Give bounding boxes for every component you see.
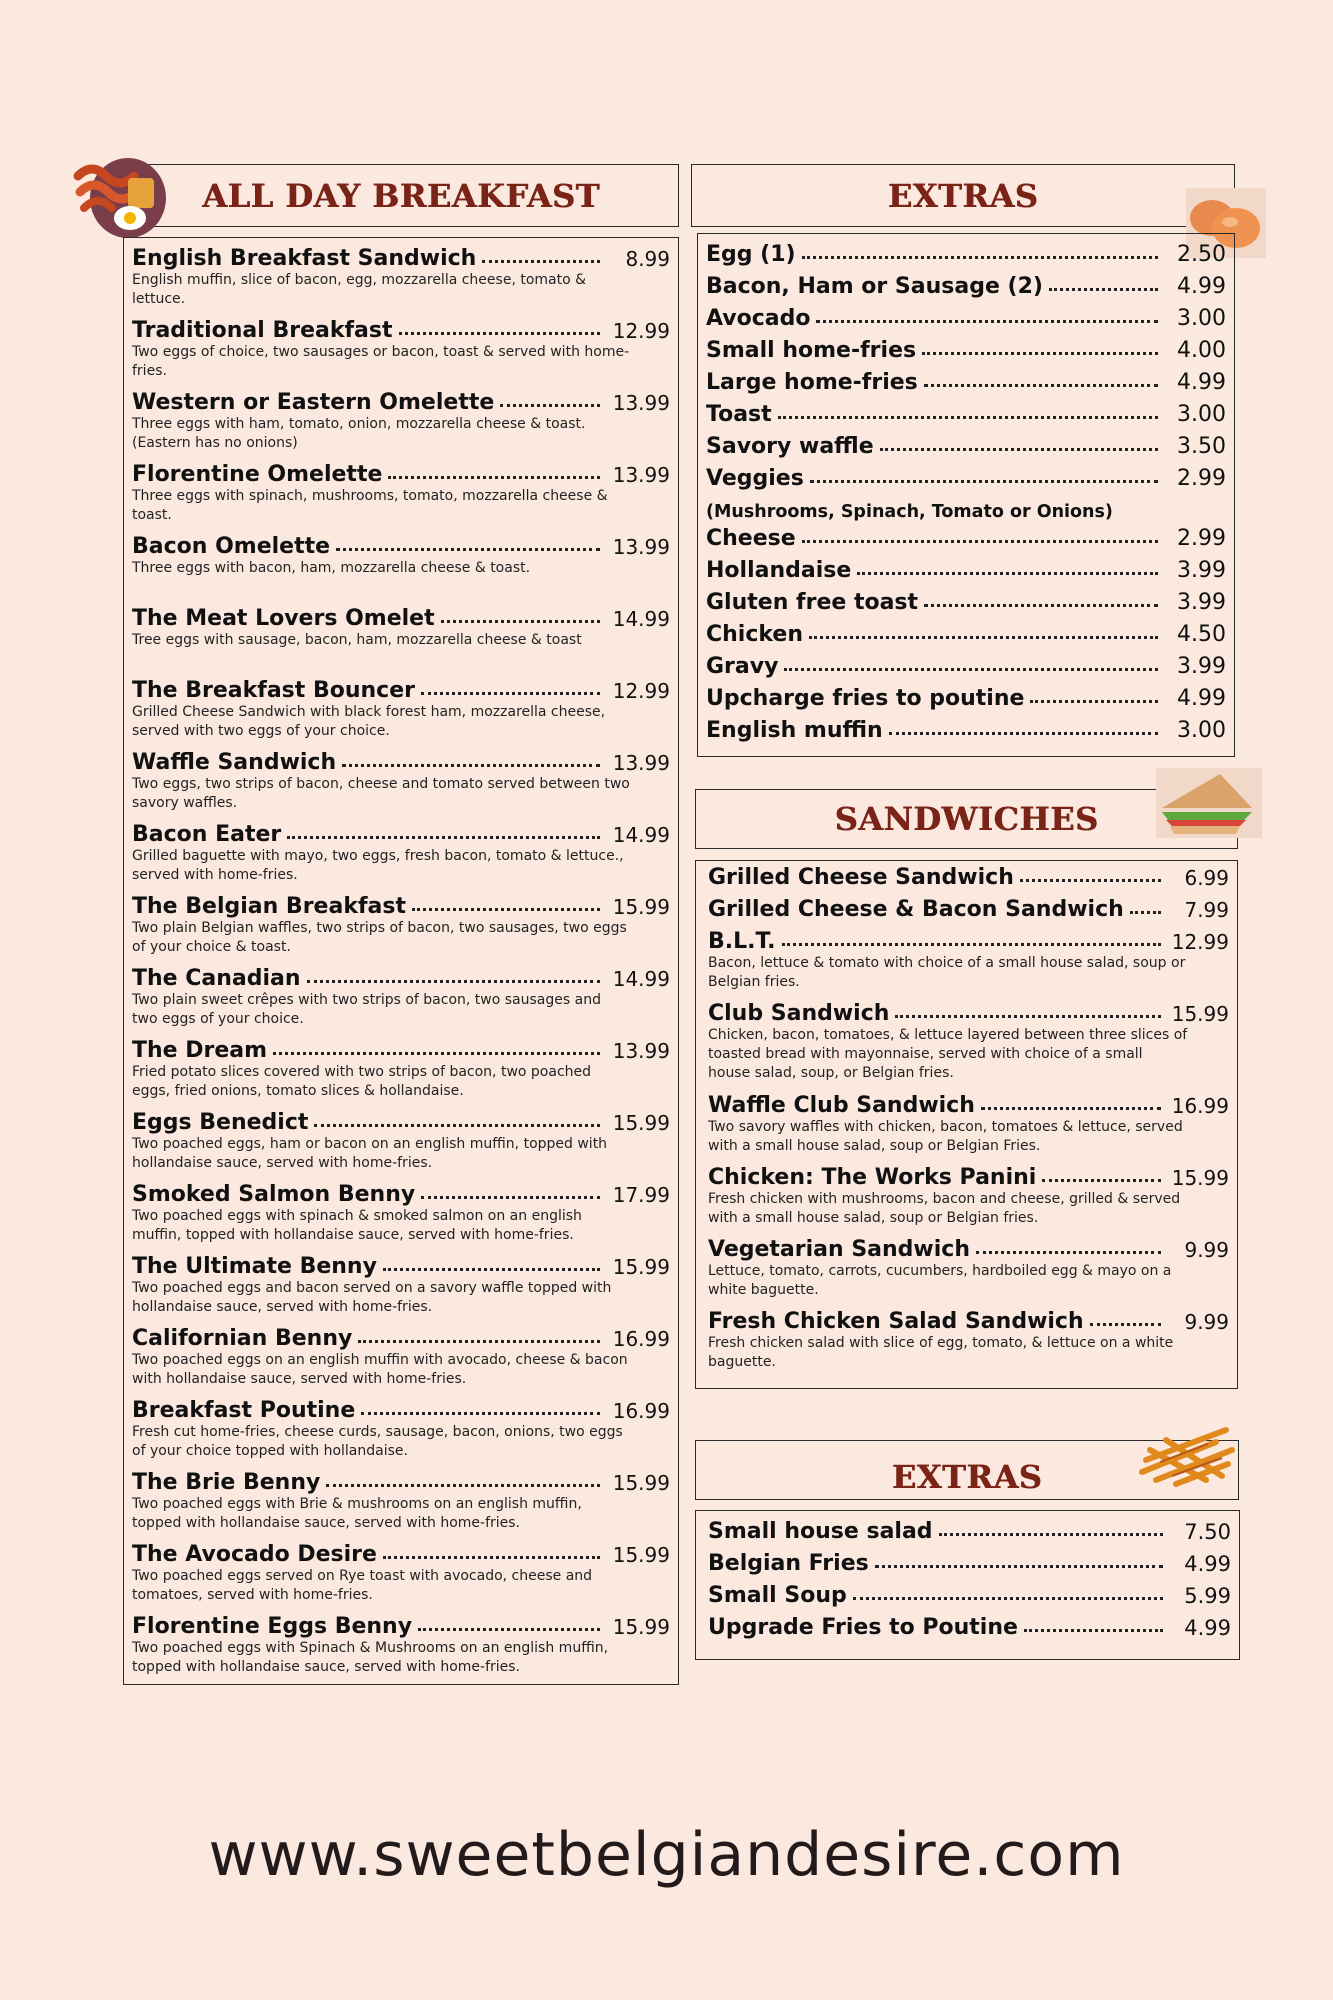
breakfast-menu-line — [132, 1470, 670, 1495]
breakfast-menu-price: 12.99 — [612, 319, 670, 343]
side-extra-price: 4.99 — [1184, 1616, 1231, 1640]
dot-leader — [782, 943, 1161, 946]
breakfast-menu-name: The Canadian — [132, 966, 301, 991]
dot-leader — [784, 668, 1158, 671]
extra-price: 4.99 — [1177, 370, 1226, 395]
breakfast-menu-description: Two poached eggs with Spinach & Mushrooms on an english muffin, topped with hollandaise sauce, served with home-fries. — [132, 1640, 609, 1675]
breakfast-list — [124, 238, 678, 1686]
breakfast-panel — [123, 237, 679, 1685]
dot-leader — [802, 256, 1158, 259]
breakfast-menu-name: The Avocado Desire — [132, 1542, 377, 1567]
extra-line — [706, 526, 1226, 551]
breakfast-menu-description: Grilled Cheese Sandwich with black forest ham, mozzarella cheese, served with two eggs of your choice. — [132, 704, 606, 739]
dot-leader — [326, 1484, 600, 1487]
extra-name: Small home-fries — [706, 338, 917, 363]
breakfast-menu-name: The Ultimate Benny — [132, 1254, 377, 1279]
extras-top-title: EXTRAS — [887, 176, 1039, 215]
dot-leader — [1024, 1629, 1163, 1632]
extra-name: Bacon, Ham or Sausage (2) — [706, 274, 1043, 299]
breakfast-menu-price: 17.99 — [612, 1183, 670, 1207]
extra-line — [706, 338, 1226, 363]
side-extra-line — [708, 1551, 1231, 1576]
side-extra-item — [708, 1551, 1231, 1583]
breakfast-menu-description: English muffin, slice of bacon, egg, mozzarella cheese, tomato & lettuce. — [132, 272, 587, 307]
breakfast-menu-line — [132, 1110, 670, 1135]
dot-leader — [922, 352, 1158, 355]
sandwich-item — [708, 1001, 1229, 1093]
sandwich-name: Fresh Chicken Salad Sandwich — [708, 1309, 1084, 1334]
sandwich-name: Waffle Club Sandwich — [708, 1093, 975, 1118]
sandwich-item — [708, 865, 1229, 897]
extra-item — [706, 622, 1226, 654]
sandwich-description: Fresh chicken with mushrooms, bacon and cheese, grilled & served with a small house salad, soup or Belgian fries. — [708, 1191, 1181, 1226]
extra-price: 3.99 — [1177, 654, 1226, 679]
extra-price: 3.99 — [1177, 558, 1226, 583]
breakfast-menu-price: 15.99 — [612, 895, 670, 919]
sandwich-price: 12.99 — [1171, 930, 1229, 954]
extra-item — [706, 370, 1226, 402]
side-extra-line — [708, 1615, 1231, 1640]
fries-icon — [1136, 1420, 1236, 1490]
dot-leader — [383, 1268, 600, 1271]
extras-top-panel — [697, 233, 1235, 757]
sandwich-description: Lettuce, tomato, carrots, cucumbers, hardboiled egg & mayo on a white baguette. — [708, 1263, 1172, 1298]
breakfast-menu-price: 13.99 — [612, 463, 670, 487]
breakfast-menu-name: The Breakfast Bouncer — [132, 678, 415, 703]
extra-line — [706, 306, 1226, 331]
breakfast-menu-name: Florentine Omelette — [132, 462, 383, 487]
breakfast-menu-line — [132, 318, 670, 343]
extra-line — [706, 242, 1226, 267]
dot-leader — [342, 764, 600, 767]
breakfast-menu-line — [132, 462, 670, 487]
sandwich-price: 9.99 — [1184, 1310, 1229, 1334]
extra-line — [706, 558, 1226, 583]
breakfast-menu-item — [132, 534, 670, 606]
extra-name: Gravy — [706, 654, 779, 679]
extra-item — [706, 338, 1226, 370]
breakfast-menu-description: Two plain sweet crêpes with two strips of bacon, two sausages and two eggs of your choice. — [132, 992, 601, 1027]
extra-item — [706, 274, 1226, 306]
sandwich-name: Vegetarian Sandwich — [708, 1237, 971, 1262]
sandwich-description: Bacon, lettuce & tomato with choice of a small house salad, soup or Belgian fries. — [708, 955, 1186, 990]
dot-leader — [1030, 700, 1158, 703]
breakfast-menu-price: 14.99 — [612, 823, 670, 847]
breakfast-menu-description: Fried potato slices covered with two strips of bacon, two poached eggs, fried onions, tomato slices & hollandaise. — [132, 1064, 592, 1099]
breakfast-menu-description: Three eggs with spinach, mushrooms, tomato, mozzarella cheese & toast. — [132, 488, 608, 523]
breakfast-menu-item — [132, 1398, 670, 1470]
dot-leader — [853, 1597, 1163, 1600]
dot-leader — [287, 836, 600, 839]
extra-item — [706, 558, 1226, 590]
breakfast-menu-line — [132, 1038, 670, 1063]
extra-name: Chicken — [706, 622, 804, 647]
sandwich-line — [708, 897, 1229, 922]
dot-leader — [802, 540, 1158, 543]
breakfast-menu-description: Two plain Belgian waffles, two strips of bacon, two sausages, two eggs of your choice & toast. — [132, 920, 627, 955]
breakfast-menu-item — [132, 1110, 670, 1182]
sandwiches-list — [696, 861, 1237, 1381]
dot-leader — [981, 1107, 1161, 1110]
breakfast-menu-line — [132, 966, 670, 991]
breakfast-menu-item — [132, 1038, 670, 1110]
breakfast-menu-item — [132, 390, 670, 462]
side-extra-price: 7.50 — [1184, 1520, 1231, 1544]
dot-leader — [441, 620, 600, 623]
sandwich-description: Two savory waffles with chicken, bacon, tomatoes & lettuce, served with a small house salad, soup or Belgian Fries. — [708, 1119, 1183, 1154]
extra-item — [706, 590, 1226, 622]
breakfast-menu-price: 13.99 — [612, 1039, 670, 1063]
dot-leader — [857, 572, 1158, 575]
dot-leader — [1130, 911, 1161, 914]
sandwich-item — [708, 1309, 1229, 1381]
side-extra-name: Belgian Fries — [708, 1551, 869, 1576]
extra-price: 4.99 — [1177, 686, 1226, 711]
dot-leader — [895, 1015, 1161, 1018]
breakfast-menu-item — [132, 318, 670, 390]
breakfast-menu-line — [132, 678, 670, 703]
extra-name: Cheese — [706, 526, 796, 551]
dot-leader — [482, 260, 600, 263]
breakfast-menu-name: Traditional Breakfast — [132, 318, 393, 343]
side-extra-name: Upgrade Fries to Poutine — [708, 1615, 1018, 1640]
extra-line — [706, 686, 1226, 711]
extra-item — [706, 306, 1226, 338]
breakfast-menu-item — [132, 966, 670, 1038]
extras-top-list — [698, 234, 1234, 750]
website-url[interactable]: www.sweetbelgiandesire.com — [208, 1820, 1125, 1890]
breakfast-menu-description: Two poached eggs with spinach & smoked salmon on an english muffin, topped with hollandaise sauce, served with home-fries. — [132, 1208, 582, 1243]
sandwiches-title: SANDWICHES — [834, 800, 1099, 838]
breakfast-title: ALL DAY BREAKFAST — [202, 176, 600, 215]
extra-item — [706, 686, 1226, 718]
breakfast-menu-item — [132, 1542, 670, 1614]
dot-leader — [939, 1533, 1163, 1536]
side-extra-price: 5.99 — [1184, 1584, 1231, 1608]
breakfast-menu-price: 8.99 — [625, 247, 670, 271]
extra-name: Egg (1) — [706, 242, 796, 267]
extra-price: 3.00 — [1177, 718, 1226, 743]
breakfast-menu-name: Breakfast Poutine — [132, 1398, 356, 1423]
dot-leader — [875, 1565, 1163, 1568]
breakfast-menu-price: 16.99 — [612, 1399, 670, 1423]
sandwich-price: 6.99 — [1184, 866, 1229, 890]
dot-leader — [924, 604, 1158, 607]
breakfast-menu-item — [132, 822, 670, 894]
breakfast-menu-line — [132, 1254, 670, 1279]
breakfast-menu-line — [132, 606, 670, 631]
extra-price: 4.00 — [1177, 338, 1226, 363]
extra-price: 3.50 — [1177, 434, 1226, 459]
extra-line — [706, 718, 1226, 743]
dot-leader — [412, 908, 600, 911]
bacon-eggs-icon — [72, 154, 172, 240]
breakfast-menu-description: Two eggs, two strips of bacon, cheese and tomato served between two savory waffles. — [132, 776, 630, 811]
dot-leader — [388, 476, 600, 479]
sandwich-price: 15.99 — [1171, 1166, 1229, 1190]
dot-leader — [924, 384, 1158, 387]
dot-leader — [889, 732, 1158, 735]
extra-price: 4.99 — [1177, 274, 1226, 299]
extra-item — [706, 654, 1226, 686]
sandwich-line — [708, 865, 1229, 890]
breakfast-menu-description: Two poached eggs, ham or bacon on an english muffin, topped with hollandaise sauce, served with home-fries. — [132, 1136, 608, 1171]
breakfast-menu-price: 13.99 — [612, 535, 670, 559]
breakfast-menu-price: 15.99 — [612, 1471, 670, 1495]
sandwiches-panel — [695, 860, 1238, 1389]
side-extra-name: Small Soup — [708, 1583, 847, 1608]
breakfast-menu-item — [132, 1470, 670, 1542]
breakfast-menu-name: The Brie Benny — [132, 1470, 321, 1495]
extra-line — [706, 590, 1226, 615]
breakfast-menu-price: 16.99 — [612, 1327, 670, 1351]
breakfast-menu-description: Two poached eggs served on Rye toast with avocado, cheese and tomatoes, served with home-fries. — [132, 1568, 593, 1603]
extra-line — [706, 370, 1226, 395]
breakfast-menu-line — [132, 1398, 670, 1423]
extra-line — [706, 654, 1226, 679]
extra-line — [706, 434, 1226, 459]
sandwich-item — [708, 1165, 1229, 1237]
breakfast-menu-line — [132, 1326, 670, 1351]
extra-price: 2.50 — [1177, 242, 1226, 267]
breakfast-menu-description: Tree eggs with sausage, bacon, ham, mozzarella cheese & toast — [132, 632, 582, 648]
breakfast-menu-price: 14.99 — [612, 967, 670, 991]
extra-price: 3.99 — [1177, 590, 1226, 615]
breakfast-menu-item — [132, 678, 670, 750]
breakfast-menu-description: Two eggs of choice, two sausages or bacon, toast & served with home-fries. — [132, 344, 630, 379]
extra-price: 3.00 — [1177, 402, 1226, 427]
breakfast-menu-line — [132, 1542, 670, 1567]
dot-leader — [358, 1340, 600, 1343]
side-extra-name: Small house salad — [708, 1519, 933, 1544]
breakfast-menu-price: 15.99 — [612, 1543, 670, 1567]
breakfast-menu-item — [132, 606, 670, 678]
sandwich-name: Club Sandwich — [708, 1001, 890, 1026]
side-extra-item — [708, 1519, 1231, 1551]
dot-leader — [976, 1251, 1161, 1254]
breakfast-menu-price: 12.99 — [612, 679, 670, 703]
breakfast-menu-name: The Meat Lovers Omelet — [132, 606, 435, 631]
dot-leader — [880, 448, 1158, 451]
extra-item — [706, 466, 1226, 498]
extra-item — [706, 718, 1226, 750]
breakfast-menu-item — [132, 246, 670, 318]
breakfast-header — [123, 164, 679, 227]
breakfast-menu-price: 13.99 — [612, 391, 670, 415]
sandwich-line — [708, 1001, 1229, 1026]
breakfast-menu-price: 14.99 — [612, 607, 670, 631]
sandwich-line — [708, 1237, 1229, 1262]
extra-line — [706, 466, 1226, 491]
breakfast-menu-item — [132, 1326, 670, 1398]
breakfast-menu-name: Eggs Benedict — [132, 1110, 309, 1135]
dot-leader — [1042, 1179, 1161, 1182]
dot-leader — [1020, 879, 1161, 882]
extra-line — [706, 402, 1226, 427]
dot-leader — [1090, 1323, 1161, 1326]
sandwich-line — [708, 929, 1229, 954]
extra-name: Large home-fries — [706, 370, 918, 395]
breakfast-menu-name: Waffle Sandwich — [132, 750, 337, 775]
extra-item — [706, 242, 1226, 274]
breakfast-menu-price: 15.99 — [612, 1255, 670, 1279]
sandwich-name: Grilled Cheese & Bacon Sandwich — [708, 897, 1124, 922]
breakfast-menu-item — [132, 1254, 670, 1326]
breakfast-menu-item — [132, 1182, 670, 1254]
dot-leader — [383, 1556, 600, 1559]
sandwich-item — [708, 897, 1229, 929]
dot-leader — [399, 332, 601, 335]
dot-leader — [314, 1124, 600, 1127]
sandwich-price: 7.99 — [1184, 898, 1229, 922]
side-extra-item — [708, 1583, 1231, 1615]
breakfast-menu-name: Bacon Omelette — [132, 534, 331, 559]
dot-leader — [500, 404, 600, 407]
dot-leader — [361, 1412, 600, 1415]
sandwich-description: Chicken, bacon, tomatoes, & lettuce layered between three slices of toasted bread with mayonnaise, served with choice of a small house salad, soup, or Belgian fries. — [708, 1027, 1188, 1081]
extra-line — [706, 622, 1226, 647]
extras-bottom-panel — [695, 1510, 1240, 1660]
sandwich-item — [708, 1237, 1229, 1309]
dot-leader — [418, 1628, 600, 1631]
side-extra-item — [708, 1615, 1231, 1647]
sandwich-price: 15.99 — [1171, 1002, 1229, 1026]
extra-name: Toast — [706, 402, 772, 427]
dot-leader — [810, 480, 1158, 483]
breakfast-menu-description: Grilled baguette with mayo, two eggs, fresh bacon, tomato & lettuce., served with home-fries. — [132, 848, 624, 883]
breakfast-menu-item — [132, 750, 670, 822]
extra-name: English muffin — [706, 718, 883, 743]
extra-item — [706, 402, 1226, 434]
extra-name: Avocado — [706, 306, 811, 331]
sandwich-price: 16.99 — [1171, 1094, 1229, 1118]
extra-name: Veggies — [706, 466, 804, 491]
breakfast-menu-name: Florentine Eggs Benny — [132, 1614, 413, 1639]
breakfast-menu-price: 15.99 — [612, 1615, 670, 1639]
sandwich-name: Grilled Cheese Sandwich — [708, 865, 1014, 890]
dot-leader — [1049, 288, 1158, 291]
breakfast-menu-item — [132, 1614, 670, 1686]
extra-price: 4.50 — [1177, 622, 1226, 647]
breakfast-menu-line — [132, 750, 670, 775]
breakfast-menu-line — [132, 246, 670, 271]
breakfast-menu-name: Bacon Eater — [132, 822, 282, 847]
breakfast-menu-price: 13.99 — [612, 751, 670, 775]
dot-leader — [273, 1052, 600, 1055]
dot-leader — [421, 1196, 600, 1199]
extra-name: Gluten free toast — [706, 590, 919, 615]
extra-item — [706, 526, 1226, 558]
extra-item — [706, 434, 1226, 466]
breakfast-menu-description: Fresh cut home-fries, cheese curds, sausage, bacon, onions, two eggs of your choice topped with hollandaise. — [132, 1424, 623, 1459]
breakfast-menu-name: The Belgian Breakfast — [132, 894, 406, 919]
sandwich-line — [708, 1165, 1229, 1190]
sandwich-name: Chicken: The Works Panini — [708, 1165, 1037, 1190]
sandwich-price: 9.99 — [1184, 1238, 1229, 1262]
sandwich-line — [708, 1309, 1229, 1334]
dot-leader — [421, 692, 600, 695]
dot-leader — [816, 320, 1158, 323]
extra-name: Savory waffle — [706, 434, 874, 459]
side-extra-line — [708, 1519, 1231, 1544]
breakfast-menu-item — [132, 894, 670, 966]
extra-name: Hollandaise — [706, 558, 852, 583]
sandwich-icon — [1156, 768, 1262, 838]
dot-leader — [336, 548, 600, 551]
breakfast-menu-line — [132, 894, 670, 919]
breakfast-menu-price: 15.99 — [612, 1111, 670, 1135]
extras-top-header — [691, 164, 1235, 227]
breakfast-menu-description: Two poached eggs and bacon served on a savory waffle topped with hollandaise sauce, served with home-fries. — [132, 1280, 612, 1315]
side-extra-price: 4.99 — [1184, 1552, 1231, 1576]
sandwich-line — [708, 1093, 1229, 1118]
breakfast-menu-line — [132, 534, 670, 559]
breakfast-menu-description: Two poached eggs with Brie & mushrooms on an english muffin, topped with hollandaise sauce, served with home-fries. — [132, 1496, 582, 1531]
breakfast-menu-line — [132, 1182, 670, 1207]
extra-price: 2.99 — [1177, 466, 1226, 491]
extra-name: Upcharge fries to poutine — [706, 686, 1025, 711]
breakfast-menu-line — [132, 1614, 670, 1639]
breakfast-menu-name: Smoked Salmon Benny — [132, 1182, 416, 1207]
dot-leader — [809, 636, 1158, 639]
extra-line — [706, 274, 1226, 299]
breakfast-menu-name: Californian Benny — [132, 1326, 353, 1351]
breakfast-menu-name: English Breakfast Sandwich — [132, 246, 477, 271]
extra-note: (Mushrooms, Spinach, Tomato or Onions) — [706, 502, 1113, 522]
extras-bottom-list — [696, 1511, 1239, 1647]
extra-price: 3.00 — [1177, 306, 1226, 331]
breakfast-menu-description: Three eggs with bacon, ham, mozzarella cheese & toast. — [132, 560, 531, 576]
breakfast-menu-name: The Dream — [132, 1038, 268, 1063]
dot-leader — [778, 416, 1158, 419]
breakfast-menu-name: Western or Eastern Omelette — [132, 390, 495, 415]
sandwich-item — [708, 929, 1229, 1001]
breakfast-menu-line — [132, 822, 670, 847]
breakfast-menu-description: Two poached eggs on an english muffin with avocado, cheese & bacon with hollandaise sauce, served with home-fries. — [132, 1352, 628, 1387]
sandwich-item — [708, 1093, 1229, 1165]
side-extra-line — [708, 1583, 1231, 1608]
extras-bottom-title: EXTRAS — [891, 1458, 1043, 1496]
breakfast-menu-description: Three eggs with ham, tomato, onion, mozzarella cheese & toast. (Eastern has no onions) — [132, 416, 586, 451]
breakfast-menu-item — [132, 462, 670, 534]
extra-price: 2.99 — [1177, 526, 1226, 551]
sandwich-description: Fresh chicken salad with slice of egg, tomato, & lettuce on a white baguette. — [708, 1335, 1174, 1370]
breakfast-menu-line — [132, 390, 670, 415]
sandwich-name: B.L.T. — [708, 929, 776, 954]
dot-leader — [307, 980, 600, 983]
